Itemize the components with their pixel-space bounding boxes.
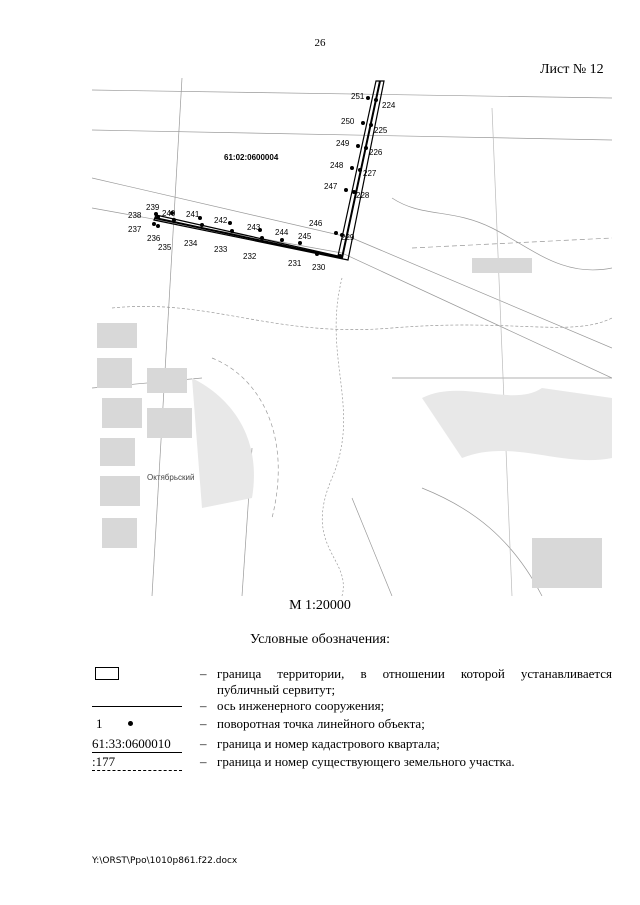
point-label: 251 [351,92,365,101]
point-label: 246 [309,219,323,228]
map-svg [92,78,612,596]
axis-line-symbol [92,706,182,707]
point-label: 248 [330,161,344,170]
point-label: 229 [341,233,355,242]
point-label: 239 [146,203,160,212]
point-label: 237 [128,225,142,234]
point-label: 226 [369,148,383,157]
legend-item-quarter [92,736,612,754]
legend-text: граница территории, в отношении которой устанавливается публичный сервитут; [217,666,612,697]
village-label: Октябрьский [147,473,195,482]
legend-title: Условные обозначения: [249,632,391,647]
quarter-label: 61:02:0600004 [224,153,279,162]
point-label: 241 [186,210,200,219]
point-label: 244 [275,228,289,237]
boundary-rect-symbol [95,667,119,680]
point-label: 247 [324,182,338,191]
point-label: 250 [341,117,355,126]
point-label: 228 [356,191,370,200]
legend-dash: – [200,736,207,751]
dot-icon [128,721,133,726]
file-path-footer: Y:\ORST\Ppo\1010p861.f22.docx [92,856,238,866]
point-label: 232 [243,252,257,261]
point-label: 235 [158,243,172,252]
point-label: 230 [312,263,326,272]
point-label: 225 [374,126,388,135]
legend-item-turning-point [92,716,612,732]
legend-text: граница и номер существующего земельного участка. [217,754,515,769]
legend-text: граница и номер кадастрового квартала; [217,736,440,751]
quarter-symbol: 61:33:0600010 [92,736,182,753]
legend-item-land-plot [92,754,612,772]
point-label: 234 [184,239,198,248]
point-label: 243 [247,223,261,232]
map-scale: М 1:20000 [289,598,351,613]
point-label: 227 [363,169,377,178]
cadastral-map [92,78,612,596]
point-label: 242 [214,216,228,225]
legend-item-easement-boundary [92,666,612,700]
legend-item-axis [92,698,612,714]
legend-text: поворотная точка линейного объекта; [217,716,425,731]
page-number: 26 [314,37,326,49]
legend-text: ось инженерного сооружения; [217,698,385,713]
point-label: 245 [298,232,312,241]
point-label: 249 [336,139,350,148]
sheet-label: Лист № 12 [540,62,604,77]
legend-dash: – [200,698,207,713]
point-label: 224 [382,101,396,110]
point-label: 233 [214,245,228,254]
point-label: 231 [288,259,302,268]
legend-dash: – [200,754,207,769]
point-label: 240 [162,209,176,218]
point-label: 238 [128,211,142,220]
point-label: 236 [147,234,161,243]
legend-dash: – [200,666,207,681]
legend-dash: – [200,716,207,731]
land-plot-symbol: :177 [92,754,182,771]
point-number: 1 [96,716,103,731]
